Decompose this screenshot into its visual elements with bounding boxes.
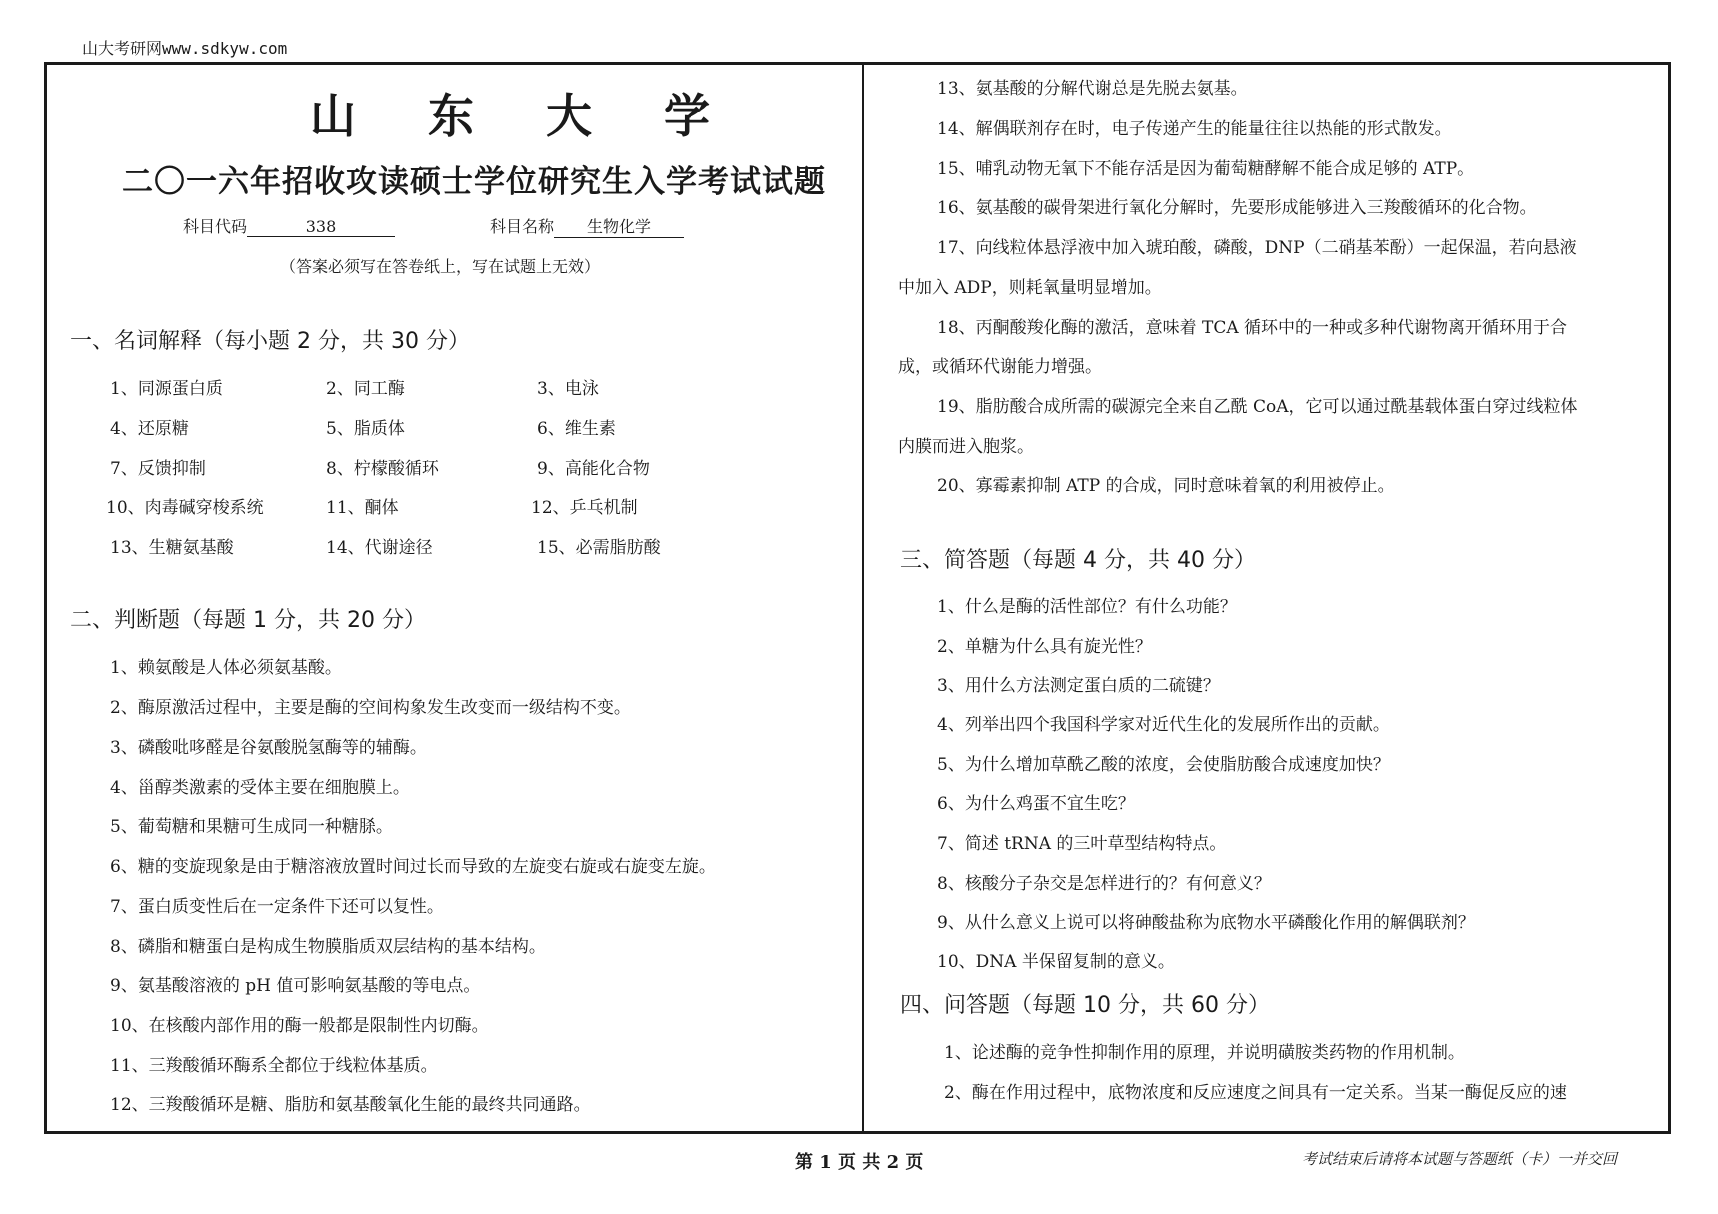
exam-title: 二〇一六年招收攻读硕士学位研究生入学考试试题 bbox=[122, 164, 826, 200]
term-2: 2、同工酶 bbox=[326, 379, 405, 399]
term-3: 3、电泳 bbox=[537, 379, 599, 399]
judgement-item-17-line2: 中加入 ADP，则耗氧量明显增加。 bbox=[898, 278, 1162, 298]
judgement-item-4: 4、甾醇类激素的受体主要在细胞膜上。 bbox=[110, 778, 410, 798]
section-2-heading: 二、判断题（每题 1 分，共 20 分） bbox=[70, 608, 426, 633]
column-divider bbox=[862, 64, 864, 1132]
subject-name-value: 生物化学 bbox=[554, 214, 684, 238]
judgement-item-9: 9、氨基酸溶液的 pH 值可影响氨基酸的等电点。 bbox=[110, 976, 481, 996]
section-1-heading: 一、名词解释（每小题 2 分，共 30 分） bbox=[70, 329, 470, 354]
term-11: 11、酮体 bbox=[326, 498, 399, 518]
judgement-item-19-line1: 19、脂肪酸合成所需的碳源完全来自乙酰 CoA，它可以通过酰基载体蛋白穿过线粒体 bbox=[937, 397, 1578, 417]
short-answer-item-10: 10、DNA 半保留复制的意义。 bbox=[937, 952, 1175, 972]
short-answer-item-7: 7、简述 tRNA 的三叶草型结构特点。 bbox=[937, 834, 1227, 854]
essay-item-1: 1、论述酶的竞争性抑制作用的原理，并说明磺胺类药物的作用机制。 bbox=[944, 1043, 1465, 1063]
judgement-item-10: 10、在核酸内部作用的酶一般都是限制性内切酶。 bbox=[110, 1016, 489, 1036]
judgement-item-13: 13、氨基酸的分解代谢总是先脱去氨基。 bbox=[937, 79, 1248, 99]
subject-name-label: 科目名称 bbox=[490, 217, 555, 236]
subject-code-label: 科目代码 bbox=[183, 217, 248, 236]
site-watermark: 山大考研网www.sdkyw.com bbox=[82, 39, 288, 58]
footer-instruction: 考试结束后请将本试题与答题纸（卡）一并交回 bbox=[1302, 1150, 1618, 1168]
term-8: 8、柠檬酸循环 bbox=[326, 459, 439, 479]
short-answer-item-6: 6、为什么鸡蛋不宜生吃？ bbox=[937, 794, 1135, 814]
term-9: 9、高能化合物 bbox=[537, 459, 650, 479]
short-answer-item-1: 1、什么是酶的活性部位？有什么功能？ bbox=[937, 597, 1237, 617]
judgement-item-7: 7、蛋白质变性后在一定条件下还可以复性。 bbox=[110, 897, 444, 917]
judgement-item-12: 12、三羧酸循环是糖、脂肪和氨基酸氧化生能的最终共同通路。 bbox=[110, 1095, 591, 1115]
judgement-item-15: 15、哺乳动物无氧下不能存活是因为葡萄糖酵解不能合成足够的 ATP。 bbox=[937, 159, 1475, 179]
judgement-item-16: 16、氨基酸的碳骨架进行氧化分解时，先要形成能够进入三羧酸循环的化合物。 bbox=[937, 198, 1537, 218]
term-15: 15、必需脂肪酸 bbox=[537, 538, 661, 558]
judgement-item-5: 5、葡萄糖和果糖可生成同一种糖脎。 bbox=[110, 817, 393, 837]
judgement-item-1: 1、赖氨酸是人体必须氨基酸。 bbox=[110, 658, 342, 678]
judgement-item-6: 6、糖的变旋现象是由于糖溶液放置时间过长而导致的左旋变右旋或右旋变左旋。 bbox=[110, 857, 716, 877]
judgement-item-18-line2: 成，或循环代谢能力增强。 bbox=[898, 357, 1102, 377]
short-answer-item-3: 3、用什么方法测定蛋白质的二硫键？ bbox=[937, 676, 1220, 696]
judgement-item-14: 14、解偶联剂存在时，电子传递产生的能量往往以热能的形式散发。 bbox=[937, 119, 1452, 139]
judgement-item-20: 20、寡霉素抑制 ATP 的合成，同时意味着氧的利用被停止。 bbox=[937, 476, 1395, 496]
judgement-item-17-line1: 17、向线粒体悬浮液中加入琥珀酸，磷酸，DNP（二硝基苯酚）一起保温，若向悬液 bbox=[937, 238, 1577, 258]
short-answer-item-4: 4、列举出四个我国科学家对近代生化的发展所作出的贡献。 bbox=[937, 715, 1390, 735]
essay-item-2: 2、酶在作用过程中，底物浓度和反应速度之间具有一定关系。当某一酶促反应的速 bbox=[944, 1083, 1567, 1103]
term-4: 4、还原糖 bbox=[110, 419, 189, 439]
judgement-item-19-line2: 内膜而进入胞浆。 bbox=[898, 437, 1034, 457]
short-answer-item-5: 5、为什么增加草酰乙酸的浓度，会使脂肪酸合成速度加快？ bbox=[937, 755, 1390, 775]
answer-notice: （答案必须写在答卷纸上，写在试题上无效） bbox=[280, 257, 601, 276]
section-4-heading: 四、问答题（每题 10 分，共 60 分） bbox=[900, 993, 1270, 1018]
page-number: 第 1 页 共 2 页 bbox=[795, 1152, 924, 1173]
term-12: 12、乒乓机制 bbox=[531, 498, 638, 518]
judgement-item-18-line1: 18、丙酮酸羧化酶的激活，意味着 TCA 循环中的一种或多种代谢物离开循环用于合 bbox=[937, 318, 1568, 338]
term-14: 14、代谢途径 bbox=[326, 538, 433, 558]
term-7: 7、反馈抑制 bbox=[110, 459, 206, 479]
subject-name-row bbox=[490, 214, 684, 238]
short-answer-item-2: 2、单糖为什么具有旋光性？ bbox=[937, 637, 1152, 657]
judgement-item-8: 8、磷脂和糖蛋白是构成生物膜脂质双层结构的基本结构。 bbox=[110, 937, 546, 957]
term-6: 6、维生素 bbox=[537, 419, 616, 439]
judgement-item-2: 2、酶原激活过程中，主要是酶的空间构象发生改变而一级结构不变。 bbox=[110, 698, 631, 718]
short-answer-item-9: 9、从什么意义上说可以将砷酸盐称为底物水平磷酸化作用的解偶联剂？ bbox=[937, 913, 1475, 933]
judgement-item-11: 11、三羧酸循环酶系全都位于线粒体基质。 bbox=[110, 1056, 438, 1076]
term-13: 13、生糖氨基酸 bbox=[110, 538, 234, 558]
short-answer-item-8: 8、核酸分子杂交是怎样进行的？有何意义？ bbox=[937, 874, 1271, 894]
term-10: 10、肉毒碱穿梭系统 bbox=[106, 498, 264, 518]
subject-code-row bbox=[183, 214, 395, 237]
term-1: 1、同源蛋白质 bbox=[110, 379, 223, 399]
judgement-item-3: 3、磷酸吡哆醛是谷氨酸脱氢酶等的辅酶。 bbox=[110, 738, 427, 758]
section-3-heading: 三、简答题（每题 4 分，共 40 分） bbox=[900, 548, 1256, 573]
university-title: 山 东 大 学 bbox=[310, 89, 739, 143]
term-5: 5、脂质体 bbox=[326, 419, 405, 439]
subject-code-value: 338 bbox=[247, 217, 395, 237]
